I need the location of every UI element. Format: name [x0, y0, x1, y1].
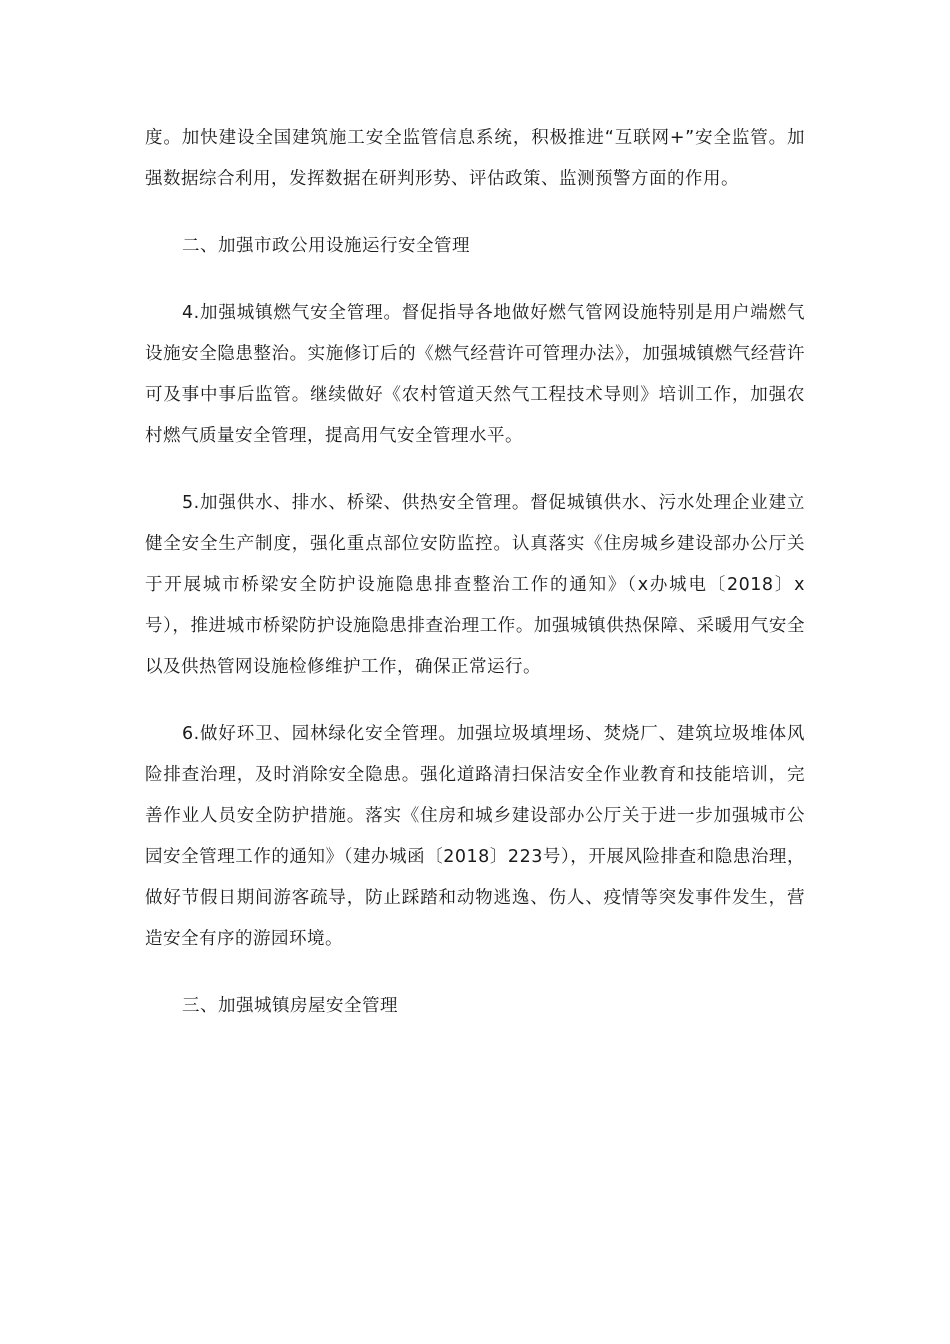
section-heading-municipal: 二、加强市政公用设施运行安全管理 [182, 236, 470, 256]
paragraph-sanitation-greening: 6.做好环卫、园林绿化安全管理。加强垃圾填埋场、焚烧厂、建筑垃圾堆体风险排查治理，及时消除安全隐患。强化道路清扫保洁安全作业教育和技能培训，完善作业人员安全防护措施。落实《住房和城乡建设部办公厅关于进一步加强城市公园安全管理工作的通知》（建办城函〔2018〕223号），开展风险排查和隐患治理，做好节假日期间游客疏导，防止踩踏和动物逃逸、伤人、疫情等突发事件发生，营造安全有序的游园环境。 [145, 724, 805, 949]
paragraph-water-bridge-heating: 5.加强供水、排水、桥梁、供热安全管理。督促城镇供水、污水处理企业建立健全安全生产制度，强化重点部位安防监控。认真落实《住房城乡建设部办公厅关于开展城市桥梁安全防护设施隐患排查整治工作的通知》（x办城电〔2018〕x号），推进城市桥梁防护设施隐患排查治理工作。加强城镇供热保障、采暖用气安全以及供热管网设施检修维护工作，确保正常运行。 [145, 493, 805, 677]
paragraph-spacer [145, 688, 805, 714]
paragraph-spacer [145, 267, 805, 293]
section-heading-housing: 三、加强城镇房屋安全管理 [182, 996, 398, 1016]
document-body [145, 118, 805, 1027]
paragraph-spacer [145, 960, 805, 986]
paragraph-spacer [145, 457, 805, 483]
paragraph-continuation: 度。加快建设全国建筑施工安全监管信息系统，积极推进“互联网+”安全监管。加强数据综合利用，发挥数据在研判形势、评估政策、监测预警方面的作用。 [145, 128, 805, 189]
paragraph-spacer [145, 200, 805, 226]
paragraph-gas-safety: 4.加强城镇燃气安全管理。督促指导各地做好燃气管网设施特别是用户端燃气设施安全隐患整治。实施修订后的《燃气经营许可管理办法》，加强城镇燃气经营许可及事中事后监管。继续做好《农村管道天然气工程技术导则》培训工作，加强农村燃气质量安全管理，提高用气安全管理水平。 [145, 303, 805, 446]
